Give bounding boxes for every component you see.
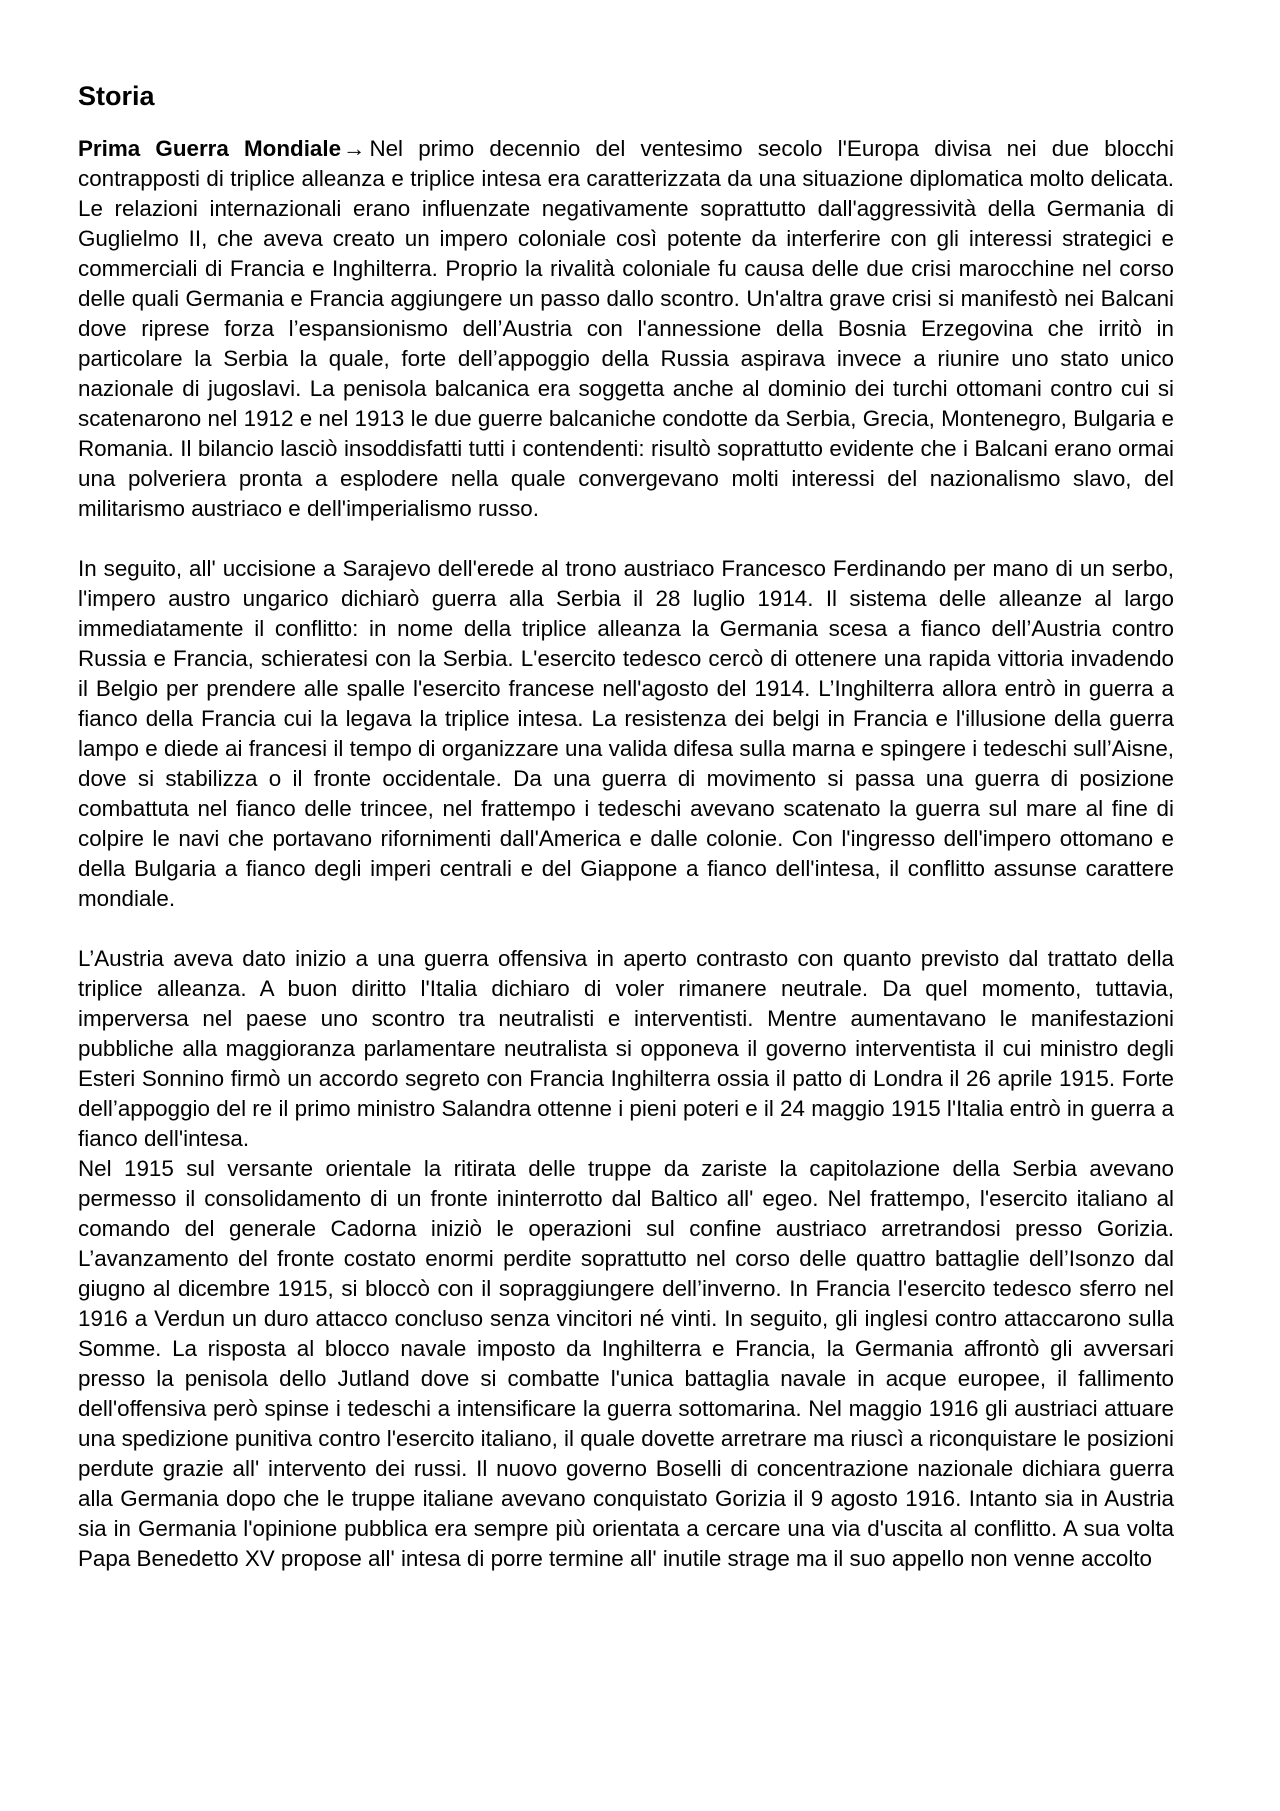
paragraph-1-lead: Prima Guerra Mondiale — [78, 136, 342, 161]
paragraph-4: Nel 1915 sul versante orientale la ritirata delle truppe da zariste la capitolazione della Serbia avevano permesso il consolidamento di un fronte ininterrotto dal Baltico all' egeo. Nel frattempo, l'esercito italiano al comando del generale Cadorna iniziò le operazioni sul confine austriaco arretrandosi presso Gorizia. L’avanzamento del fronte costato enormi perdite soprattutto nel corso delle quattro battaglie dell’Isonzo dal giugno al dicembre 1915, si bloccò con il sopraggiungere dell’inverno. In Francia l'esercito tedesco sferro nel 1916 a Verdun un duro attacco concluso senza vincitori né vinti. In seguito, gli inglesi contro attaccarono sulla Somme. La risposta al blocco navale imposto da Inghilterra e Francia, la Germania affrontò gli avversari presso la penisola dello Jutland dove si combatte l'unica battaglia navale in acque europee, il fallimento dell'offensiva però spinse i tedeschi a intensificare la guerra sottomarina. Nel maggio 1916 gli austriaci attuare una spedizione punitiva contro l'esercito italiano, il quale dovette arretrare ma riuscì a riconquistare le posizioni perdute grazie all' intervento dei russi. Il nuovo governo Boselli di concentrazione nazionale dichiara guerra alla Germania dopo che le truppe italiane avevano conquistato Gorizia il 9 agosto 1916. Intanto sia in Austria sia in Germania l'opinione pubblica era sempre più orientata a cercare una via d'uscita al conflitto. A sua volta Papa Benedetto XV propose all' intesa di porre termine all' inutile strage ma il suo appello non venne accolto — [78, 1156, 1174, 1571]
paragraph-1-text: Nel primo decennio del ventesimo secolo l'Europa divisa nei due blocchi contrapposti di triplice alleanza e triplice intesa era caratterizzata da una situazione diplomatica molto delicata. Le relazioni internazionali erano influenzate negativamente soprattutto dall'aggressività della Germania di Guglielmo II, che aveva creato un impero coloniale così potente da interferire con gli interessi strategici e commerciali di Francia e Inghilterra. Proprio la rivalità coloniale fu causa delle due crisi marocchine nel corso delle quali Germania e Francia aggiungere un passo dallo scontro. Un'altra grave crisi si manifestò nei Balcani dove riprese forza l’espansionismo dell’Austria con l'annessione della Bosnia Erzegovina che irritò in particolare la Serbia la quale, forte dell’appoggio della Russia aspirava invece a riunire uno stato unico nazionale di jugoslavi. La penisola balcanica era soggetta anche al dominio dei turchi ottomani contro cui si scatenarono nel 1912 e nel 1913 le due guerre balcaniche condotte da Serbia, Grecia, Montenegro, Bulgaria e Romania. Il bilancio lasciò insoddisfatti tutti i contendenti: risultò soprattutto evidente che i Balcani erano ormai una polveriera pronta a esplodere nella quale convergevano molti interessi del nazionalismo slavo, del militarismo austriaco e dell'imperialismo russo. — [78, 136, 1174, 521]
arrow-right-icon: → — [343, 136, 366, 161]
document-page — [78, 76, 1174, 1574]
document-title: Storia — [78, 81, 155, 111]
paragraph-spacer — [78, 524, 1174, 554]
paragraph-2: In seguito, all' uccisione a Sarajevo dell'erede al trono austriaco Francesco Ferdinando per mano di un serbo, l'impero austro ungarico dichiarò guerra alla Serbia il 28 luglio 1914. Il sistema delle alleanze al largo immediatamente il conflitto: in nome della triplice alleanza la Germania scesa a fianco dell’Austria contro Russia e Francia, schieratesi con la Serbia. L'esercito tedesco cercò di ottenere una rapida vittoria invadendo il Belgio per prendere alle spalle l'esercito francese nell'agosto del 1914. L’Inghilterra allora entrò in guerra a fianco della Francia cui la legava la triplice intesa. La resistenza dei belgi in Francia e l'illusione della guerra lampo e diede ai francesi il tempo di organizzare una valida difesa sulla marna e spingere i tedeschi sull’Aisne, dove si stabilizza o il fronte occidentale. Da una guerra di movimento si passa una guerra di posizione combattuta nel fianco delle trincee, nel frattempo i tedeschi avevano scatenato la guerra sul mare al fine di colpire le navi che portavano rifornimenti dall'America e dalle colonie. Con l'ingresso dell'impero ottomano e della Bulgaria a fianco degli imperi centrali e del Giappone a fianco dell'intesa, il conflitto assunse carattere mondiale. — [78, 556, 1174, 911]
paragraph-1 — [78, 134, 1174, 524]
paragraph-3: L’Austria aveva dato inizio a una guerra offensiva in aperto contrasto con quanto previsto dal trattato della triplice alleanza. A buon diritto l'Italia dichiaro di voler rimanere neutrale. Da quel momento, tuttavia, imperversa nel paese uno scontro tra neutralisti e interventisti. Mentre aumentavano le manifestazioni pubbliche alla maggioranza parlamentare neutralista si opponeva il governo interventista il cui ministro degli Esteri Sonnino firmò un accordo segreto con Francia Inghilterra ossia il patto di Londra il 26 aprile 1915. Forte dell’appoggio del re il primo ministro Salandra ottenne i pieni poteri e il 24 maggio 1915 l'Italia entrò in guerra a fianco dell'intesa. — [78, 946, 1174, 1151]
paragraph-spacer — [78, 914, 1174, 944]
